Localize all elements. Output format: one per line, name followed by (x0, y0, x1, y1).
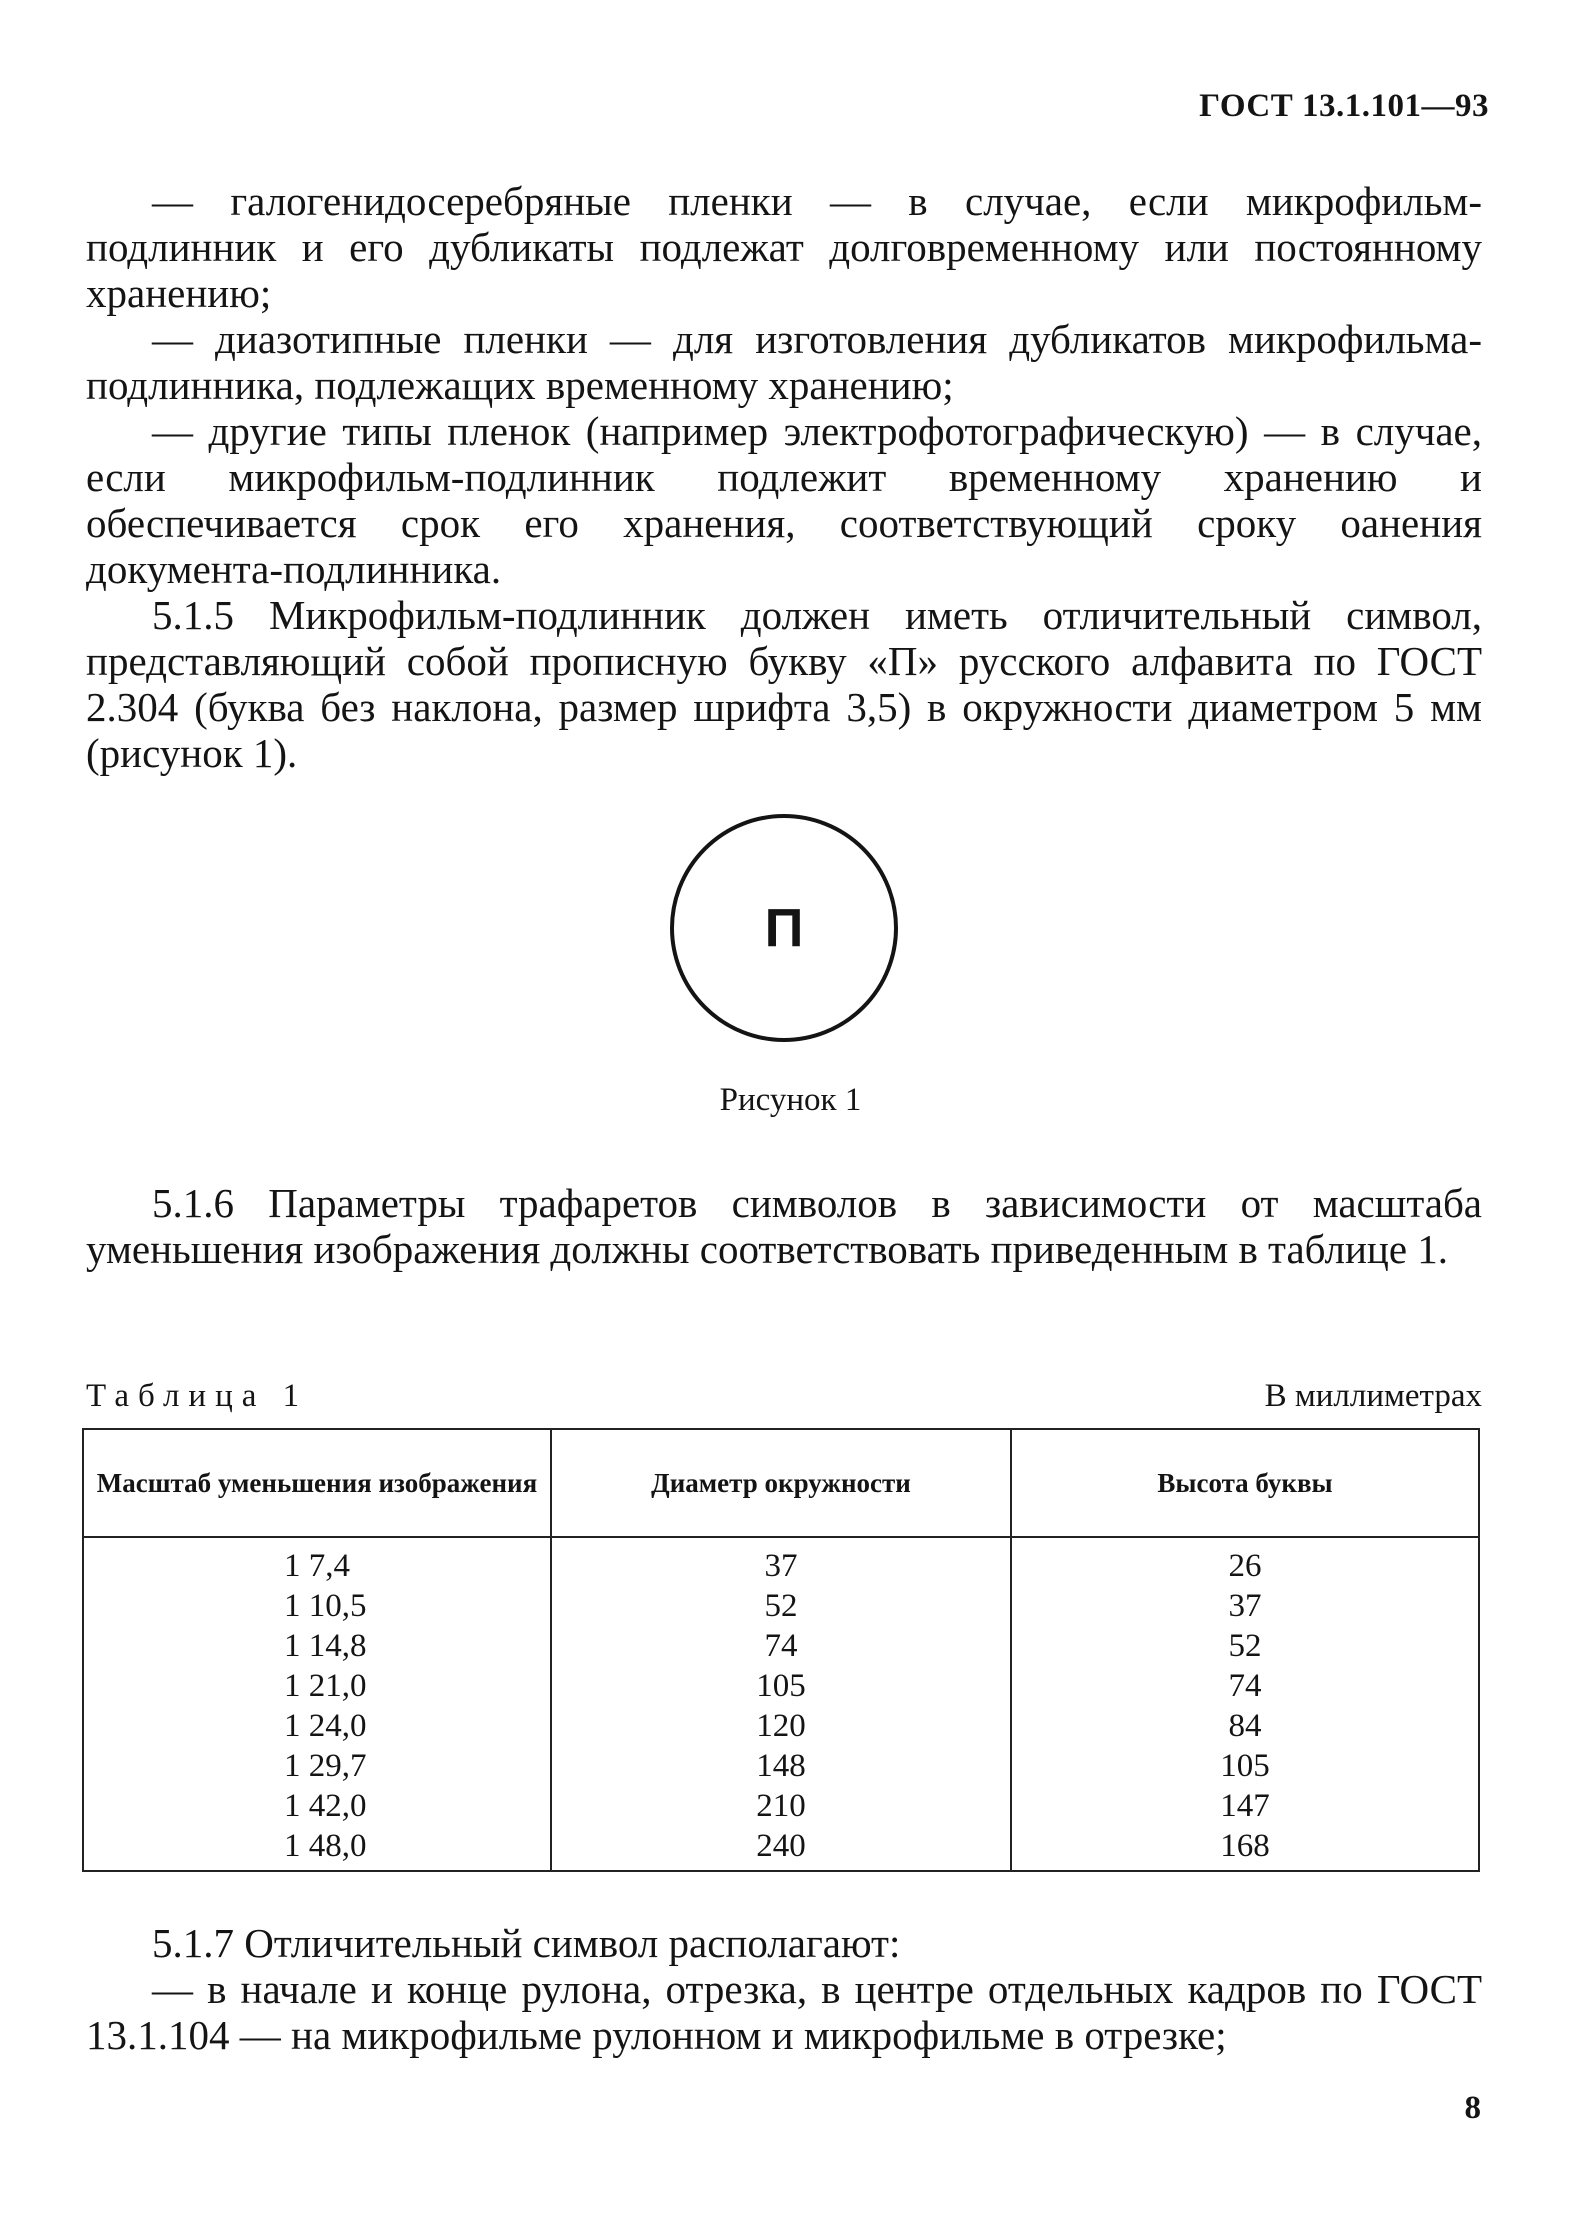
cell-diameter: 148 (551, 1746, 1011, 1786)
table-row (83, 1666, 1479, 1706)
figure-symbol (668, 812, 900, 1044)
cell-letter-height: 26 (1011, 1537, 1479, 1586)
table-row (83, 1537, 1479, 1586)
body-text-bottom (86, 1920, 1482, 2058)
cell-scale: 1 29,7 (83, 1746, 551, 1786)
cell-letter-height: 84 (1011, 1706, 1479, 1746)
cell-scale: 1 42,0 (83, 1786, 551, 1826)
cell-letter-height: 105 (1011, 1746, 1479, 1786)
cell-letter-height: 52 (1011, 1626, 1479, 1666)
cell-scale: 1 14,8 (83, 1626, 551, 1666)
cell-letter-height: 147 (1011, 1786, 1479, 1826)
cell-letter-height: 168 (1011, 1826, 1479, 1871)
table-row (83, 1826, 1479, 1871)
cell-diameter: 74 (551, 1626, 1011, 1666)
cell-scale: 1 24,0 (83, 1706, 551, 1746)
column-header-diameter: Диаметр окружности (551, 1429, 1011, 1537)
running-head: ГОСТ 13.1.101—93 (1199, 88, 1489, 124)
cell-scale: 1 21,0 (83, 1666, 551, 1706)
paragraph: — диазотипные пленки — для изготовления дубликатов микрофильма-подлинника, подлежащих временному хранению; (86, 316, 1482, 408)
table-row (83, 1786, 1479, 1826)
body-text-mid (86, 1180, 1482, 1272)
table-units: В миллиметрах (1264, 1378, 1482, 1414)
cell-scale: 1 7,4 (83, 1537, 551, 1586)
paragraph: — галогенидосеребряные пленки — в случае, если микрофильм-подлинник и его дубликаты подлежат долговременному или постоянному хранению; (86, 178, 1482, 316)
table-row (83, 1706, 1479, 1746)
table-header-row (83, 1429, 1479, 1537)
paragraph: 5.1.6 Параметры трафаретов символов в зависимости от масштаба уменьшения изображения должны соответствовать приведенным в таблице 1. (86, 1180, 1482, 1272)
cell-diameter: 37 (551, 1537, 1011, 1586)
paragraph: — в начале и конце рулона, отрезка, в центре отдельных кадров по ГОСТ 13.1.104 — на микрофильме рулонном и микрофильме в отрезке; (86, 1966, 1482, 2058)
paragraph: 5.1.5 Микрофильм-подлинник должен иметь отличительный символ, представляющий собой прописную букву «П» русского алфавита по ГОСТ 2.304 (буква без наклона, размер шрифта 3,5) в окружности диаметром 5 мм (рисунок 1). (86, 592, 1482, 776)
cell-diameter: 210 (551, 1786, 1011, 1826)
table-heading (86, 1378, 1482, 1418)
page-number: 8 (1464, 2090, 1481, 2126)
cell-scale: 1 48,0 (83, 1826, 551, 1871)
figure-caption: Рисунок 1 (719, 1082, 862, 1118)
cell-diameter: 52 (551, 1586, 1011, 1626)
paragraph: — другие типы пленок (например электрофотографическую) — в случае, если микрофильм-подлинник подлежит временному хранению и обеспечивается срок его хранения, соответствующий сроку оанения документа-подлинника. (86, 408, 1482, 592)
cell-diameter: 105 (551, 1666, 1011, 1706)
column-header-letter-height: Высота буквы (1011, 1429, 1479, 1537)
table-caption: Таблица 1 (86, 1378, 309, 1414)
table-row (83, 1586, 1479, 1626)
column-header-scale: Масштаб уменьшения изображения (83, 1429, 551, 1537)
cell-diameter: 120 (551, 1706, 1011, 1746)
table-row (83, 1746, 1479, 1786)
cell-scale: 1 10,5 (83, 1586, 551, 1626)
circle-symbol-graphic (668, 812, 900, 1044)
paragraph: 5.1.7 Отличительный символ располагают: (152, 1920, 901, 1966)
table-row (83, 1626, 1479, 1666)
cell-letter-height: 37 (1011, 1586, 1479, 1626)
cell-letter-height: 74 (1011, 1666, 1479, 1706)
data-table (82, 1428, 1480, 1872)
body-text-top (86, 178, 1482, 776)
cell-diameter: 240 (551, 1826, 1011, 1871)
symbol-letter: П (764, 898, 804, 958)
